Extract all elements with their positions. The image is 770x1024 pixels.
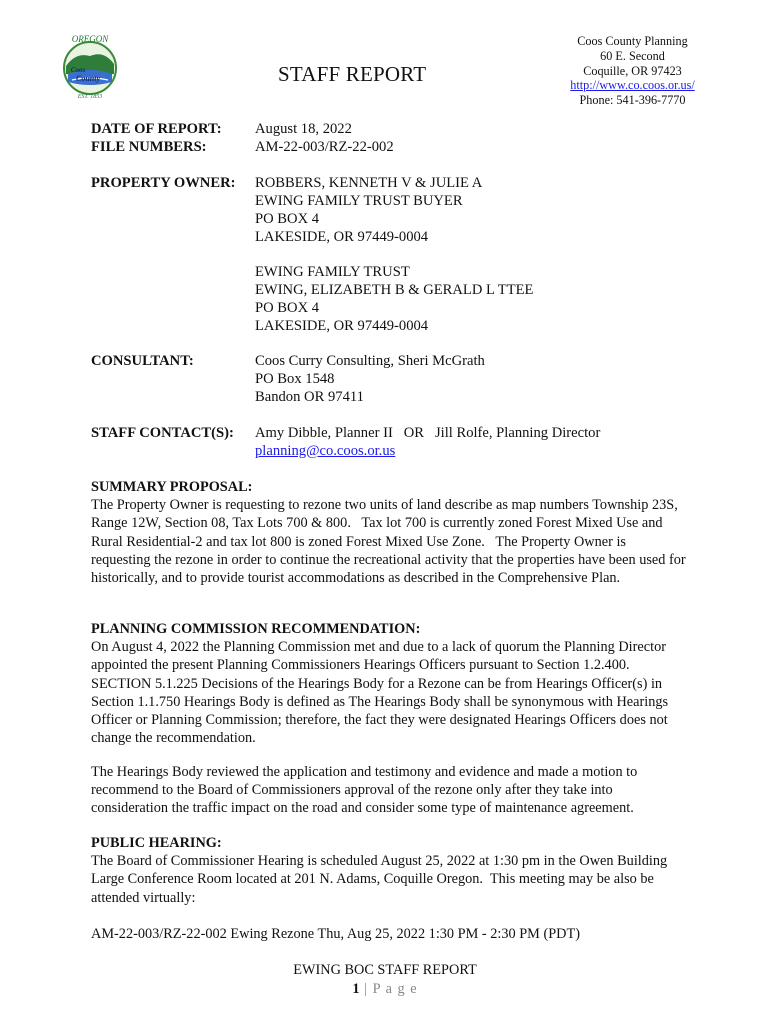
summary-section (91, 478, 690, 587)
address-line: 60 E. Second (600, 48, 665, 63)
planning-commission-text: On August 4, 2022 the Planning Commission met and due to a lack of quorum the Planning Director appointed the present Planning Commissioners Hearings Officers pursuant to Section 1.2.400. SECTION 5.1.225 Decisions of the Hearings Body for a Rezone can be from Hearings Officer(s) in Section 1.1.750 Hearings Body is defined as The Hearings Body shall be synonymous with Hearings Officer or Planning Commission; therefore, the fact they were designated Hearings Officers does not change the recommendation. (91, 639, 672, 747)
website-link[interactable]: http://www.co.coos.or.us/ (570, 78, 695, 93)
consultant-line: Coos Curry Consulting, Sheri McGrath (255, 353, 485, 369)
footer-title: EWING BOC STAFF REPORT (293, 962, 477, 978)
svg-text:EST. 1853: EST. 1853 (77, 94, 103, 100)
svg-text:Coos: Coos (70, 66, 86, 74)
staff-email-link[interactable]: planning@co.coos.or.us (255, 443, 396, 459)
document-page: OREGON Coos County EST. 1853 STAFF REPORT Coos County Planning 60 E. Second Coquille, OR 97423 http://www.co.coos.or.us/ Phone: 541-396-7770 DATE OF REPORT: August 18, 2022 FILE NUMBERS: AM-22-003/RZ-22-002 PROPERTY OWNER: ROBBERS, KENNETH V & JULIE A EWING FAMILY TRUST BUYER PO BOX 4 LAKESIDE, OR 97449-0004 EWING FAMILY TRUST EWING, ELIZABETH B & GERALD L TTEE PO BOX 4 LAKESIDE, OR 97449-0004 CONSULTANT: Coos Curry Consulting, Sheri McGrath PO Box 1548 Bandon OR 97411 STAFF CONTACT(S): Amy Dibble, Planner II OR Jill Rolfe, Planning Director planning@co.coos.or.us SUMMARY PROPOSAL: The Property Owner is requesting to rezone two units of land describe as map numbers Township 23S, Range 12W, Section 08, Tax Lots 700 & 800. Tax lot 700 is currently zoned Forest Mixed Use and Rural Residential-2 and tax lot 800 is zoned Forest Mixed Use Zone. The Property Owner is requesting the rezone in order to continue the recreational activity that the properties have been used for historically, and to provide tourist accommodations as described in the Comprehensive Plan. PLANNING COMMISSION RECOMMENDATION: On August 4, 2022 the Planning Commission met and due to a lack of quorum the Planning Director appointed the present Planning Commissioners Hearings Officers pursuant to Section 1.2.400. SECTION 5.1.225 Decisions of the Hearings Body for a Rezone can be from Hearings Officer(s) in Section 1.1.750 Hearings Body is defined as The Hearings Body shall be synonymous with Hearings Officer or Planning Commission; therefore, the fact they were designated Hearings Officers does not change the recommendation. The Hearings Body reviewed the application and testimony and evidence and made a motion to recommend to the Board of Commissioners approval of the rezone only after they take into consideration the traffic impact on the road and consider some type of maintenance agreement. PUBLIC HEARING: The Board of Commissioner Hearing is scheduled August 25, 2022 at 1:30 pm in the Owen Building Large Conference Room located at 201 N. Adams, Coquille Oregon. This meeting may be also be attended virtually: AM-22-003/RZ-22-002 Ewing Rezone Thu, Aug 25, 2022 1:30 PM - 2:30 PM (PDT) EWING BOC STAFF REPORT 1 | P a g e (0, 0, 770, 1024)
staff-contact-value: Amy Dibble, Planner II OR Jill Rolfe, Planning Director (255, 425, 601, 441)
summary-heading: SUMMARY PROPOSAL: (91, 479, 253, 495)
planning-commission-heading: PLANNING COMMISSION RECOMMENDATION: (91, 621, 421, 637)
file-numbers-label: FILE NUMBERS: (91, 139, 207, 155)
date-value: August 18, 2022 (255, 121, 352, 137)
page-number-value: 1 (352, 981, 360, 997)
page-separator: | (359, 981, 373, 997)
svg-text:OREGON: OREGON (71, 34, 109, 44)
svg-text:County: County (75, 74, 101, 83)
property-owner-label: PROPERTY OWNER: (91, 175, 236, 191)
public-hearing-text: The Board of Commissioner Hearing is scheduled August 25, 2022 at 1:30 pm in the Owen Building Large Conference Room located at 201 N. Adams, Coquille Oregon. This meeting may be also be attended virtually: (91, 853, 671, 906)
file-numbers-value: AM-22-003/RZ-22-002 (255, 139, 394, 155)
office-address-block (560, 34, 705, 108)
page-number (0, 980, 770, 999)
page-word: P a g e (372, 981, 418, 997)
consultant-label: CONSULTANT: (91, 353, 194, 369)
address-line: Coquille, OR 97423 (583, 63, 682, 78)
meeting-event-line: AM-22-003/RZ-22-002 Ewing Rezone Thu, Aug 25, 2022 1:30 PM - 2:30 PM (PDT) (91, 926, 580, 942)
planning-commission-section (91, 620, 687, 747)
date-label: DATE OF REPORT: (91, 121, 222, 137)
address-line: Coos County Planning (577, 34, 688, 48)
staff-contact-label: STAFF CONTACT(S): (91, 425, 234, 441)
page-title: STAFF REPORT (278, 62, 427, 86)
hearings-body-text: The Hearings Body reviewed the application and testimony and evidence and made a motion to recommend to the Board of Commissioners approval of the rezone only after they take into consideration the traffic impact on the road and consider some type of maintenance agreement. (91, 764, 638, 817)
public-hearing-section (91, 834, 687, 907)
phone-number: Phone: 541-396-7770 (579, 93, 686, 108)
planning-commission-section-2 (91, 763, 687, 818)
summary-text: The Property Owner is requesting to rezone two units of land describe as map numbers Township 23S, Range 12W, Section 08, Tax Lots 700 & 800. Tax lot 700 is currently zoned Forest Mixed Use and Rural Residential-2 and tax lot 800 is zoned Forest Mixed Use Zone. The Property Owner is requesting the rezone in order to continue the recreational activity that the properties have been used for historically, and to provide tourist accommodations as described in the Comprehensive Plan. (91, 497, 690, 587)
coos-county-logo (54, 30, 126, 102)
public-hearing-heading: PUBLIC HEARING: (91, 835, 222, 851)
